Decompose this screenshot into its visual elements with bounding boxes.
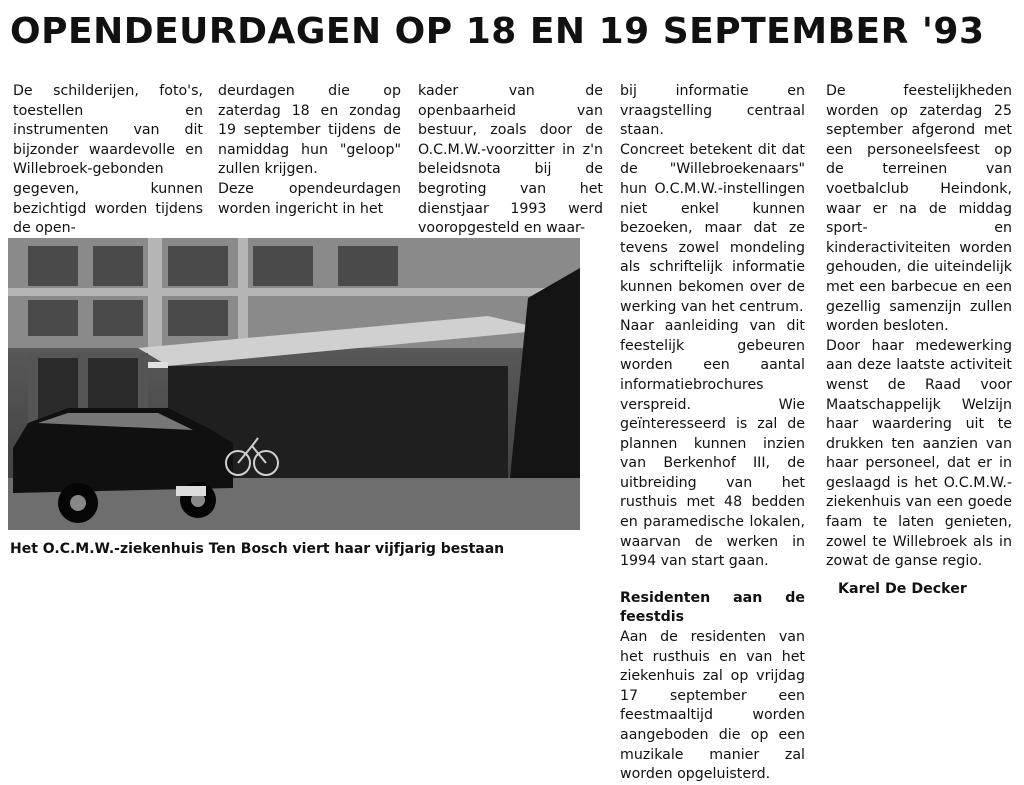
hospital-building-illustration (8, 238, 580, 530)
article-column-3 (418, 82, 603, 239)
paragraph: Deze opendeurdagen worden ingericht in het (218, 180, 401, 217)
paragraph: Naar aanleiding van dit feestelijk gebeuren worden een aantal informatiebrochures verspreid. Wie geïnteresseerd is zal de plannen kunnen inzien van Berkenhof III, de uitbreiding van het rusthuis met 48 bedden en paramedische lokalen, waarvan de werken in 1994 van start gaan. (620, 318, 805, 570)
article-column-5 (826, 82, 1012, 599)
photo-caption: Het O.C.M.W.-ziekenhuis Ten Bosch viert haar vijfjarig bestaan (10, 541, 505, 557)
article-column-2 (218, 82, 401, 219)
paragraph: De schilderijen, foto's, toestellen en instrumenten van dit bijzonder waardevolle en Willebroek-gebonden gegeven, kunnen bezichtigd worden tijdens de open- (13, 83, 203, 237)
section-subheading: Residenten aan de feestdis (620, 589, 805, 626)
hospital-photo (8, 238, 580, 530)
paragraph: deurdagen die op zaterdag 18 en zondag 19 september tijdens de namiddag hun "geloop" zullen krijgen. (218, 83, 401, 178)
author-byline: Karel De Decker (838, 580, 967, 597)
paragraph: bij informatie en vraagstelling centraal staan. (620, 83, 805, 139)
paragraph: Door haar medewerking aan deze laatste activiteit wenst de Raad voor Maatschappelijk Welzijn haar waardering uit te drukken ten aanzien van haar personeel, dat er in geslaagd is het O.C.M.W.-ziekenhuis van een goede faam te laten genieten, zowel te Willebroek als in zowat de ganse regio. (826, 337, 1012, 570)
article-column-4 (620, 82, 805, 785)
paragraph: Concreet betekent dit dat de "Willebroekenaars" hun O.C.M.W.-instellingen niet enkel kunnen bezoeken, maar dat ze tevens zowel mondeling als schriftelijk informatie kunnen bekomen over de werking van het centrum. (620, 141, 805, 315)
article-headline: OPENDEURDAGEN OP 18 EN 19 SEPTEMBER '93 (10, 11, 985, 52)
paragraph: Aan de residenten van het rusthuis en van het ziekenhuis zal op vrijdag 17 september een feestmaaltijd worden aangeboden die op een muzikale manier zal worden opgeluisterd. (620, 629, 805, 783)
paragraph: De feestelijkheden worden op zaterdag 25 september afgerond met een personeelsfeest op de terreinen van voetbalclub Heindonk, waar er na de middag sport- en kinderactiviteiten worden gehouden, die uiteindelijk met een barbecue en een gezellig samenzijn zullen worden besloten. (826, 83, 1012, 335)
paragraph: kader van de openbaarheid van bestuur, zoals door de O.C.M.W.-voorzitter in z'n beleidsnota bij de begroting van het dienstjaar 1993 werd vooropgesteld en waar- (418, 83, 603, 237)
article-column-1 (13, 82, 203, 239)
